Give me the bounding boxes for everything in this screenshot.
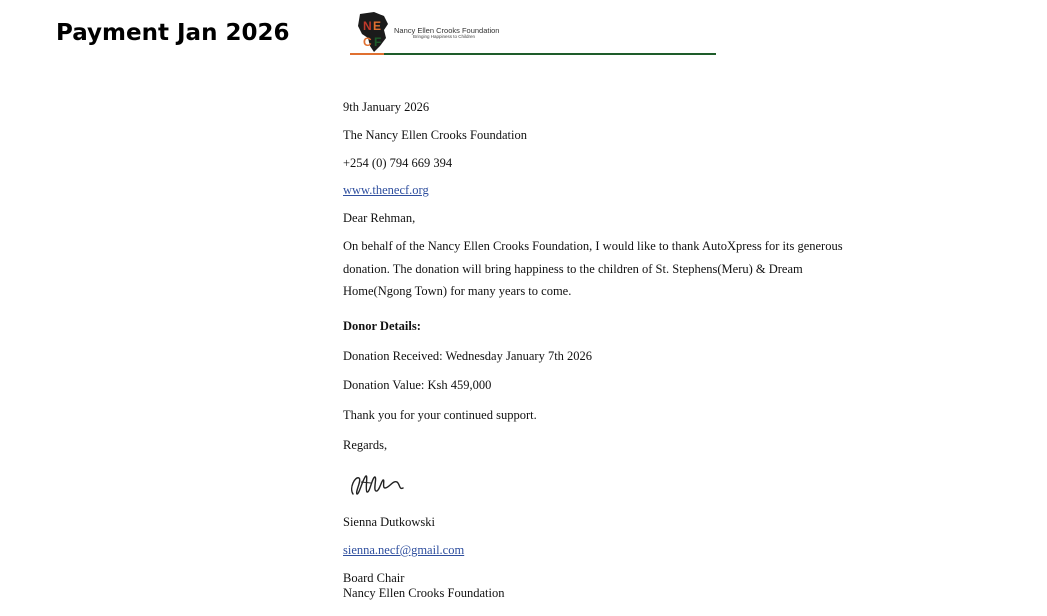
salutation: Dear Rehman, [343, 211, 416, 225]
donation-received: Donation Received: Wednesday January 7th 2026 [343, 349, 593, 363]
signer-title: Board Chair [343, 571, 405, 585]
signer-org: Nancy Ellen Crooks Foundation [343, 586, 505, 600]
letterhead-tagline: Bringing Happiness to Children [413, 34, 476, 39]
thanks-line: Thank you for your continued support. [343, 408, 537, 422]
letterhead-org-name: Nancy Ellen Crooks Foundation [394, 26, 500, 35]
svg-text:N: N [363, 19, 372, 33]
donation-value: Donation Value: Ksh 459,000 [343, 378, 492, 392]
svg-text:F: F [374, 35, 382, 49]
letterhead [350, 8, 716, 58]
letter-date: 9th January 2026 [343, 100, 430, 114]
svg-text:C: C [363, 35, 372, 49]
donor-details-heading: Donor Details: [343, 319, 421, 333]
website-link[interactable]: www.thenecf.org [343, 183, 429, 197]
slide-title: Payment Jan 2026 [56, 20, 290, 46]
signature [345, 468, 407, 500]
thank-you-paragraph: On behalf of the Nancy Ellen Crooks Foundation, I would like to thank AutoXpress for its generous donation. The donation will bring happiness to the children of St. Stephens(Meru) & Dream Home(Ngong Town) for many years to come. [343, 239, 843, 298]
signer-name: Sienna Dutkowski [343, 515, 436, 529]
letter-phone: +254 (0) 794 669 394 [343, 156, 453, 170]
letterhead-rule-orange [350, 53, 384, 55]
foundation-logo [354, 10, 392, 54]
signer-email-link[interactable]: sienna.necf@gmail.com [343, 543, 465, 557]
letterhead-rule-green [384, 53, 716, 55]
letter-org: The Nancy Ellen Crooks Foundation [343, 128, 527, 142]
svg-text:E: E [373, 19, 382, 33]
closing: Regards, [343, 438, 388, 452]
